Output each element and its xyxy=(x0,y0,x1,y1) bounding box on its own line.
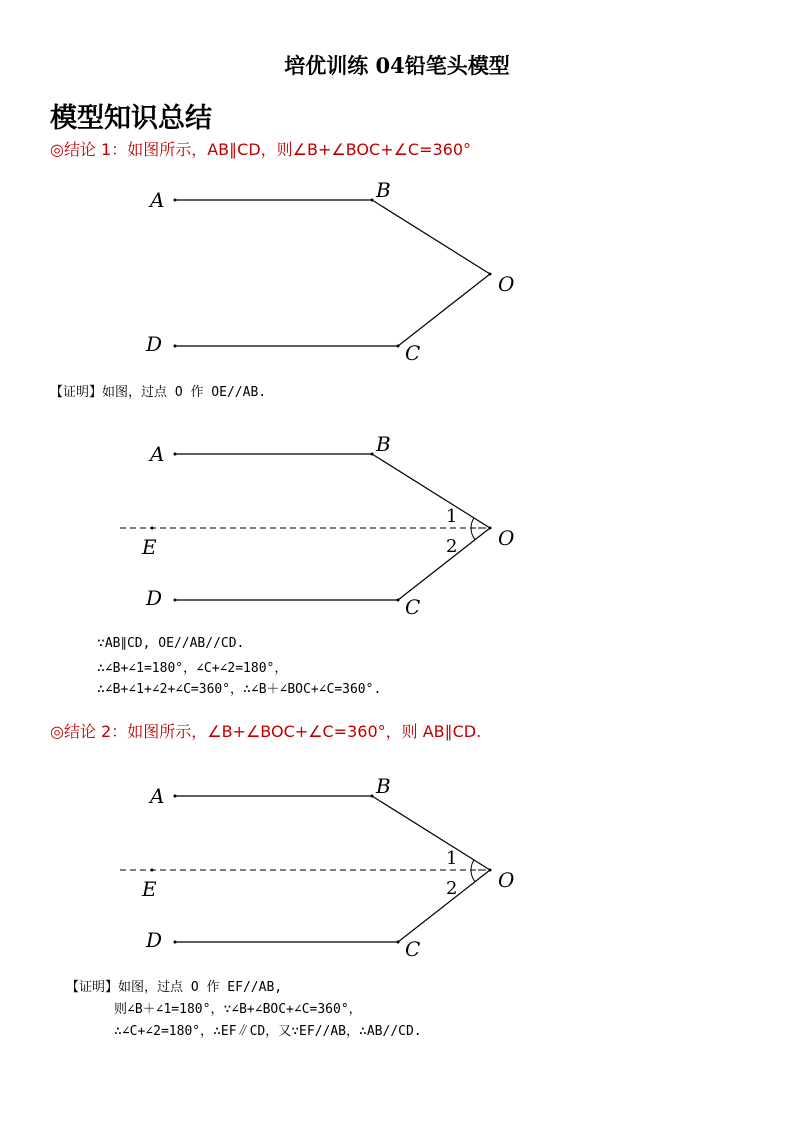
point-label-d: D xyxy=(146,586,163,610)
angle-label-1: 1 xyxy=(446,848,458,869)
figure-1-pencil-model xyxy=(100,170,560,370)
section-heading: 模型知识总结 xyxy=(50,103,212,134)
angle-label-2: 2 xyxy=(446,878,458,899)
point-label-b: B xyxy=(376,432,391,456)
proof-1-line-3: ∴∠B+∠1+∠2+∠C=360°，∴∠B＋∠BOC+∠C=360°. xyxy=(97,682,382,697)
point-label-d: D xyxy=(146,332,163,356)
point-label-c: C xyxy=(405,937,421,961)
proof-2-line-1: 【证明】如图，过点 O 作 EF//AB, xyxy=(66,980,283,995)
point-label-a: A xyxy=(150,442,165,466)
point-label-o: O xyxy=(498,272,515,296)
conclusion-1: ◎结论 1：如图所示，AB∥CD，则∠B+∠BOC+∠C=360° xyxy=(50,140,472,159)
point-label-o: O xyxy=(498,526,515,550)
figure-2-with-auxiliary-line xyxy=(100,424,560,624)
proof-1-intro: 【证明】如图，过点 O 作 OE//AB. xyxy=(50,385,267,400)
document-title: 培优训练 04铅笔头模型 xyxy=(284,53,510,78)
point-label-o: O xyxy=(498,868,515,892)
conclusion-2: ◎结论 2：如图所示，∠B+∠BOC+∠C=360°，则 AB∥CD. xyxy=(50,722,482,741)
point-label-b: B xyxy=(376,774,391,798)
point-label-c: C xyxy=(405,341,421,365)
proof-1-line-1: ∵AB∥CD, OE//AB//CD. xyxy=(97,636,245,651)
point-label-d: D xyxy=(146,928,163,952)
figure-3-converse-model xyxy=(100,766,560,966)
point-label-e: E xyxy=(142,877,157,901)
point-label-c: C xyxy=(405,595,421,619)
point-label-e: E xyxy=(142,535,157,559)
point-label-a: A xyxy=(150,188,165,212)
point-label-b: B xyxy=(376,178,391,202)
proof-1-line-2: ∴∠B+∠1=180°，∠C+∠2=180°， xyxy=(97,661,288,676)
angle-label-1: 1 xyxy=(446,506,458,527)
angle-label-2: 2 xyxy=(446,536,458,557)
proof-2-line-3: ∴∠C+∠2=180°，∴EF∥CD，又∵EF//AB，∴AB//CD. xyxy=(114,1024,422,1039)
proof-2-line-2: 则∠B＋∠1=180°，∵∠B+∠BOC+∠C=360°， xyxy=(114,1002,362,1017)
point-label-a: A xyxy=(150,784,165,808)
